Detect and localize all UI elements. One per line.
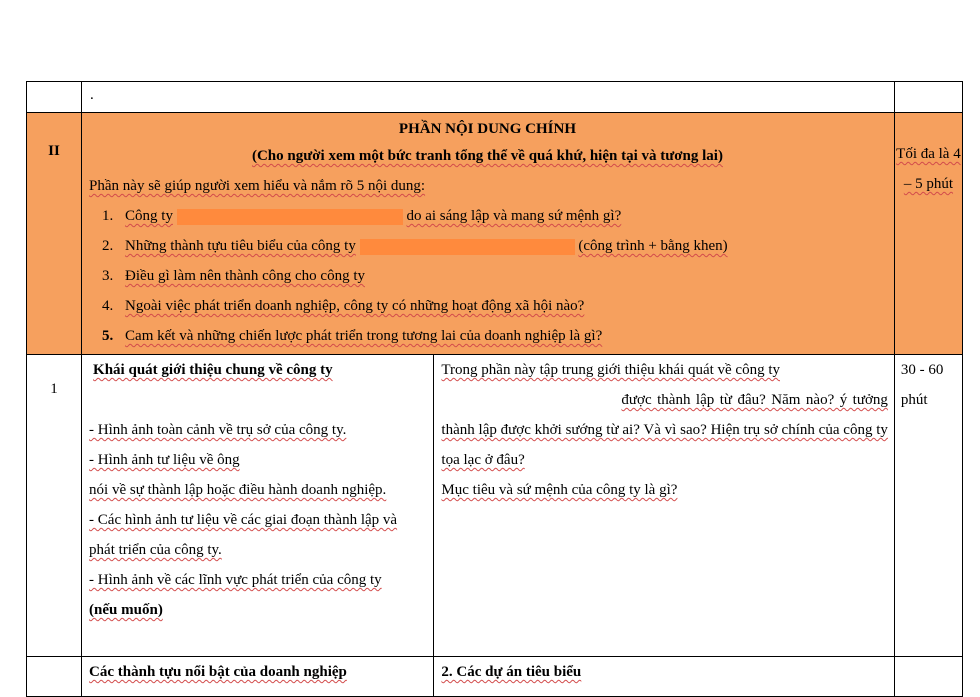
section-intro: Phần này sẽ giúp người xem hiểu và nắm rõ 5 nội dung: bbox=[89, 178, 426, 194]
section-duration: Tối đa là 4 – 5 phút bbox=[894, 113, 962, 355]
bullet: - Hình ảnh tư liệu về ông bbox=[89, 452, 240, 468]
bullet: - Hình ảnh toàn cảnh về trụ sở của công ty. bbox=[89, 422, 347, 438]
section-content bbox=[82, 113, 895, 355]
content-table bbox=[26, 81, 963, 697]
cell-empty bbox=[894, 82, 962, 113]
row-duration bbox=[894, 355, 962, 657]
row-heading: Khái quát giới thiệu chung về công ty bbox=[93, 362, 333, 378]
content-list bbox=[89, 201, 886, 351]
cell-empty bbox=[27, 657, 82, 697]
list-item: 3. Điều gì làm nên thành công cho công ty bbox=[117, 261, 886, 291]
row2-right-heading: 2. Các dự án tiêu biểu bbox=[434, 657, 894, 697]
list-item: 1. Công ty do ai sáng lập và mang sứ mệnh gì? bbox=[117, 201, 886, 231]
table-row bbox=[27, 82, 963, 113]
row-number: 1 bbox=[27, 355, 82, 657]
description-line: Trong phần này tập trung giới thiệu khái quát về công ty bbox=[441, 362, 780, 378]
list-item: 5. Cam kết và những chiến lược phát triển trong tương lai của doanh nghiệp là gì? bbox=[117, 321, 886, 351]
bullet: (nếu muốn) bbox=[89, 602, 163, 618]
section-row bbox=[27, 113, 963, 355]
section-title: PHẦN NỘI DUNG CHÍNH bbox=[398, 121, 577, 137]
redaction-block bbox=[360, 239, 575, 255]
row-description bbox=[434, 355, 894, 657]
list-item: 4. Ngoài việc phát triển doanh nghiệp, công ty có những hoạt động xã hội nào? bbox=[117, 291, 886, 321]
dot-text: . bbox=[90, 87, 94, 103]
bullet: nói về sự thành lập hoặc điều hành doanh nghiệp. bbox=[89, 482, 387, 498]
duration-text: 30 - 60 phút bbox=[900, 362, 944, 408]
row-left bbox=[82, 355, 434, 657]
table-row bbox=[27, 355, 963, 657]
section-subtitle: (Cho người xem một bức tranh tổng thể về quá khứ, hiện tại và tương lai) bbox=[251, 148, 723, 164]
description-line: được thành lập từ đâu? Năm nào? ý tưởng thành lập được khởi sướng từ ai? Và vì sao? Hiện trụ sở chính của công ty tọa lạc ở đâu? bbox=[441, 392, 888, 468]
redaction-block bbox=[177, 209, 403, 225]
section-number: II bbox=[27, 113, 82, 355]
table-row bbox=[27, 657, 963, 697]
list-item: 2. Những thành tựu tiêu biểu của công ty (công trình + bằng khen) bbox=[117, 231, 886, 261]
row2-heading: Các thành tựu nổi bật của doanh nghiệp bbox=[82, 657, 434, 697]
cell-empty bbox=[27, 82, 82, 113]
description-line: Mục tiêu và sứ mệnh của công ty là gì? bbox=[441, 482, 678, 498]
cell-dot bbox=[82, 82, 895, 113]
bullet: - Các hình ảnh tư liệu về các giai đoạn thành lập và phát triển của công ty. bbox=[89, 512, 398, 558]
bullet: - Hình ảnh về các lĩnh vực phát triển của công ty bbox=[89, 572, 382, 588]
cell-empty bbox=[894, 657, 962, 697]
